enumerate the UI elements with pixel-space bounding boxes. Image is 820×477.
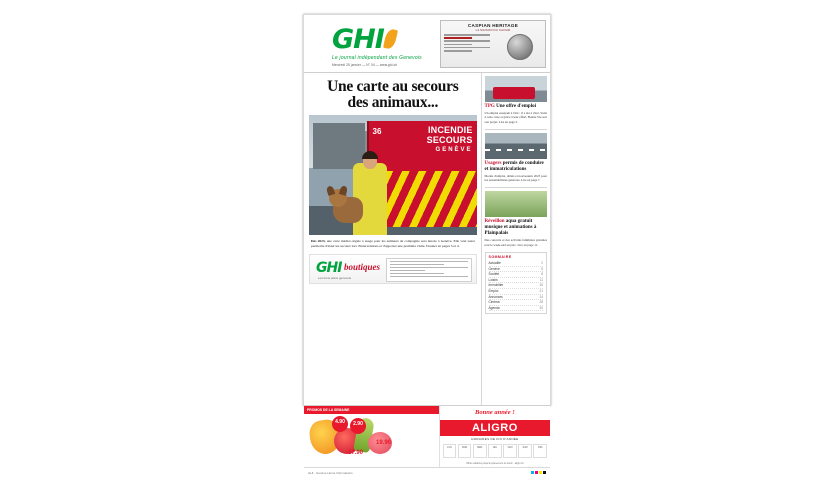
cyan-mark <box>531 471 534 474</box>
boutiques-subtitle: Les bons plans genevois <box>318 276 352 280</box>
sommaire-label: Société <box>488 272 500 277</box>
tpg-title <box>485 104 547 110</box>
hours-cell: JEU <box>488 444 502 458</box>
hours-cell: MER <box>473 444 487 458</box>
masthead-advertisement[interactable] <box>440 20 546 68</box>
divider <box>485 129 547 130</box>
deck-text: une carte médico-légale à usage pour les animaux de compagnie sera lancée à Genève. Elle veut aussi permettre d'aider les secours lors d'interventions et d'apporter une première visite. Dossier en pages 3 et 4. <box>311 239 475 248</box>
page-footer <box>304 467 550 477</box>
permis-photo <box>485 133 547 159</box>
promo-line <box>390 276 468 277</box>
leaf-icon <box>383 28 398 50</box>
hours-cell: VEN <box>503 444 517 458</box>
headline-line-2: des animaux... <box>347 94 439 111</box>
publication-tagline: Le journal indépendant des Genevois <box>332 55 422 61</box>
boutiques-logo: GHI <box>316 260 342 276</box>
right-block-permis[interactable] <box>485 133 547 183</box>
masthead <box>304 15 550 73</box>
price-tag: 17.90 <box>348 450 364 456</box>
magenta-mark <box>535 471 538 474</box>
tpg-title-accent: TPG <box>484 104 495 109</box>
price-tag: 19.90 <box>376 440 392 446</box>
truck-number: 36 <box>372 127 382 136</box>
newspaper-front-page[interactable] <box>303 14 551 475</box>
sommaire-page: 16 <box>539 283 543 288</box>
masthead-ad-title: CASPIAN HERITAGE <box>467 23 519 28</box>
page-headline <box>309 79 477 111</box>
sommaire-page: 30 <box>539 305 543 310</box>
sommaire-label: Loisirs <box>488 277 498 282</box>
bottom-advertisement-strip <box>304 405 550 467</box>
reveillon-title-accent: Réveillon <box>484 219 505 225</box>
promo-line <box>390 273 445 274</box>
permis-title-rest: permis de conduire et immatriculations <box>484 160 544 172</box>
promo-line <box>390 261 468 262</box>
yellow-mark <box>539 471 542 474</box>
reveillon-title <box>485 219 547 237</box>
promo-line <box>390 270 425 271</box>
masthead-ad-lines <box>441 34 495 60</box>
reveillon-photo <box>485 191 547 217</box>
permis-title <box>485 161 547 173</box>
aligro-footer-note: Offres valables jusqu'à épuisement du stock · aligro.ch <box>465 462 524 465</box>
aligro-slogan: Bonne année ! <box>440 406 550 420</box>
boutiques-word: boutiques <box>344 262 381 272</box>
ad-text-line <box>444 50 472 52</box>
divider <box>485 187 547 188</box>
ad-text-line <box>444 44 472 46</box>
price-badge: 4.90 <box>332 416 348 432</box>
publication-logo <box>332 24 396 55</box>
truck-lettering <box>427 125 473 155</box>
sommaire-label: Agenda <box>488 305 500 310</box>
issue-line: Mercredi 25 janvier — N° 04 — www.ghi.ch <box>332 63 398 67</box>
ad-text-line <box>444 37 472 39</box>
price-badge: 2.90 <box>350 418 366 434</box>
sommaire-page: 5 <box>541 266 543 271</box>
aligro-brand: ALIGRO <box>440 420 550 436</box>
permis-text: Modes d'emploi, délais et nouveautés 2023 pour les automobilistes genevois. Lire en page 7. <box>484 173 547 183</box>
cmyk-registration-marks <box>531 471 546 474</box>
sommaire-page: 28 <box>539 300 543 305</box>
masthead-ad-subtitle: LA MAISON DU CAVIAR <box>475 28 511 32</box>
sommaire-label: Cinéma <box>488 300 500 305</box>
aligro-subtitle: HORAIRES DE FIN D'ANNÉE <box>471 437 519 441</box>
sommaire-box <box>485 252 547 314</box>
aligro-hours-grid <box>443 444 547 458</box>
footer-left-text: GHI · Genève Home Informations <box>308 470 353 475</box>
black-mark <box>543 471 546 474</box>
permis-title-accent: Usagers <box>484 160 502 166</box>
aligro-ad[interactable] <box>440 406 550 467</box>
tpg-text: Un emploi essuyant à l'été : il a été à vitré. Suite à cette crise et grâce à leur effort, Bonne Vie sort son projet. Lire en page 5. <box>484 111 547 124</box>
promo-banner: PROMOS DE LA SEMAINE <box>304 406 439 414</box>
headline-line-1: Une carte au secours <box>327 78 459 95</box>
sommaire-row[interactable] <box>489 306 543 312</box>
ghi-boutiques-promo[interactable] <box>309 254 477 284</box>
sommaire-label: Emploi <box>488 289 499 294</box>
right-block-reveillon[interactable] <box>485 191 547 247</box>
coin-icon <box>507 34 533 60</box>
sommaire-page: 24 <box>539 294 543 299</box>
sommaire-label: Actualité <box>488 261 501 266</box>
hours-cell: SAM <box>518 444 532 458</box>
sommaire-page: 11 <box>539 277 543 282</box>
sommaire-page: 2 <box>541 261 543 266</box>
publication-logo-text: GHI <box>332 24 384 55</box>
reveillon-title-rest: aqua gratuit musique et animations à Plainpalais <box>484 219 537 237</box>
grocery-promo-ad[interactable] <box>304 406 440 467</box>
masthead-ad-image <box>495 34 545 60</box>
hours-cell: DIM <box>533 444 547 458</box>
truck-text-line-3: GENÈVE <box>435 147 473 153</box>
promo-line <box>390 267 468 268</box>
sommaire-label: Immobilier <box>488 283 504 288</box>
sommaire-label: Annonces <box>488 294 503 299</box>
reveillon-text: Des concerts et des activités familiales gratuites tout le week-end au parc. Lire en page 11. <box>484 238 547 247</box>
dog-ear-right <box>339 185 348 196</box>
sommaire-page: 8 <box>541 272 543 277</box>
hours-cell: LUN <box>443 444 457 458</box>
ad-text-line <box>444 34 490 36</box>
promo-line <box>390 264 445 265</box>
tpg-title-rest: Une offre d'emploi <box>496 104 536 109</box>
sommaire-page: 21 <box>539 289 543 294</box>
right-column <box>481 73 550 405</box>
main-column <box>304 73 481 405</box>
ad-text-line <box>444 40 490 42</box>
sommaire-label: Genève <box>488 266 500 271</box>
tpg-photo <box>485 76 547 102</box>
ad-text-line <box>444 47 490 49</box>
deck-lead-in: Dès 2023, <box>311 239 326 243</box>
right-block-tpg[interactable] <box>485 76 547 124</box>
lead-deck <box>309 239 477 249</box>
page-content <box>304 73 550 405</box>
hours-cell: MAR <box>458 444 472 458</box>
lead-photo <box>309 115 477 235</box>
sommaire-title: SOMMAIRE <box>488 255 512 260</box>
boutiques-text-box <box>386 258 472 282</box>
truck-text-line-1: INCENDIE <box>427 125 473 135</box>
truck-text-line-2: SECOURS <box>426 135 473 145</box>
